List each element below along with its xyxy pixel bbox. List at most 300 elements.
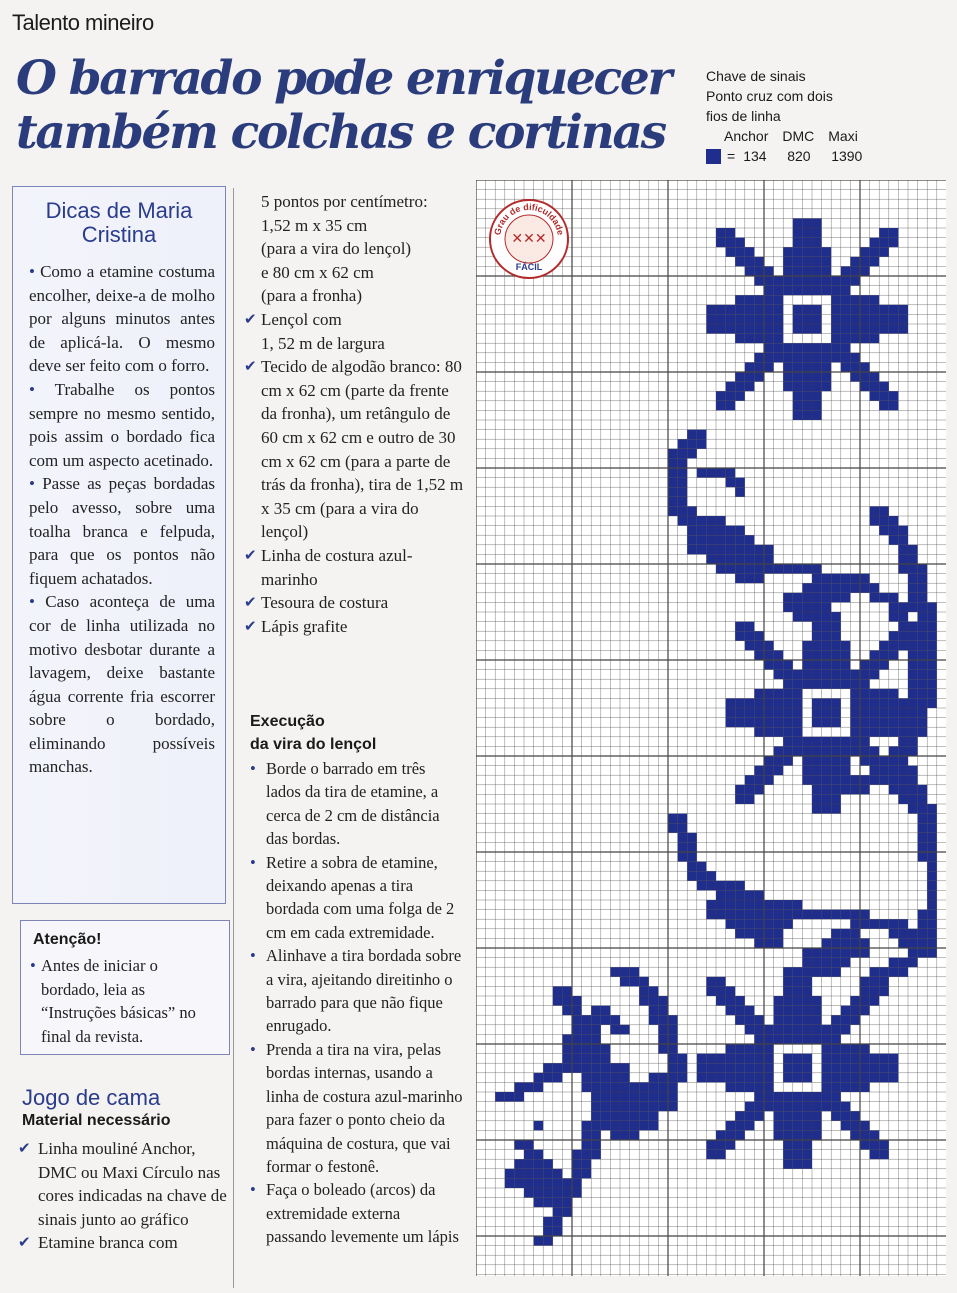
stitch-cell	[802, 391, 812, 401]
stitch-cell	[735, 890, 745, 900]
stitch-cell	[716, 391, 726, 401]
stitch-cell	[908, 545, 918, 555]
execution-steps	[248, 757, 464, 1249]
stitch-cell	[831, 1044, 841, 1054]
stitch-cell	[802, 276, 812, 286]
stitch-cell	[754, 1015, 764, 1025]
stitch-cell	[860, 679, 870, 689]
stitch-cell	[918, 814, 928, 824]
stitch-cell	[822, 343, 832, 353]
stitch-cell	[918, 785, 928, 795]
stitch-cell	[908, 794, 918, 804]
stitch-cell	[774, 919, 784, 929]
stitch-cell	[898, 564, 908, 574]
stitch-cell	[658, 1044, 668, 1054]
stitch-cell	[822, 967, 832, 977]
stitch-cell	[860, 775, 870, 785]
stitch-cell	[745, 622, 755, 632]
stitch-cell	[735, 1006, 745, 1016]
stitch-cell	[793, 314, 803, 324]
stitch-cell	[716, 1073, 726, 1083]
stitch-cell	[879, 526, 889, 536]
stitch-cell	[687, 871, 697, 881]
stitch-cell	[918, 698, 928, 708]
stitch-cell	[889, 727, 899, 737]
stitch-cell	[726, 698, 736, 708]
stitch-cell	[754, 938, 764, 948]
stitch-cell	[764, 1063, 774, 1073]
stitch-cell	[514, 1140, 524, 1150]
stitch-cell	[889, 929, 899, 939]
check-icon: ✔	[18, 1233, 31, 1252]
stitch-cell	[745, 1025, 755, 1035]
stitch-cell	[524, 1188, 534, 1198]
stitch-cell	[850, 257, 860, 267]
stitch-cell	[716, 996, 726, 1006]
stitch-cell	[822, 602, 832, 612]
stitch-cell	[918, 670, 928, 680]
stitch-cell	[793, 401, 803, 411]
stitch-cell	[754, 641, 764, 651]
stitch-cell	[774, 564, 784, 574]
stitch-cell	[822, 286, 832, 296]
stitch-cell	[812, 362, 822, 372]
stitch-cell	[927, 833, 937, 843]
stitch-cell	[793, 362, 803, 372]
stitch-cell	[774, 727, 784, 737]
stitch-cell	[706, 324, 716, 334]
stitch-cell	[582, 1140, 592, 1150]
stitch-cell	[831, 794, 841, 804]
stitch-cell	[802, 1121, 812, 1131]
stitch-cell	[870, 1150, 880, 1160]
stitch-cell	[745, 890, 755, 900]
stitch-cell	[860, 1073, 870, 1083]
stitch-cell	[687, 439, 697, 449]
key-col-maxi: Maxi	[828, 128, 858, 144]
stitch-cell	[754, 1073, 764, 1083]
stitch-cell	[860, 1054, 870, 1064]
stitch-cell	[841, 343, 851, 353]
stitch-cell	[793, 1121, 803, 1131]
stitch-cell	[812, 631, 822, 641]
stitch-cell	[610, 1111, 620, 1121]
stitch-cell	[870, 372, 880, 382]
stitch-cell	[678, 814, 688, 824]
stitch-cell	[697, 430, 707, 440]
stitch-cell	[860, 382, 870, 392]
check-icon: ✔	[244, 357, 257, 376]
stitch-cell	[831, 910, 841, 920]
stitch-cell	[850, 689, 860, 699]
stitch-cell	[918, 583, 928, 593]
stitch-cell	[543, 1178, 553, 1188]
stitch-cell	[831, 746, 841, 756]
stitch-cell	[802, 218, 812, 228]
stitch-cell	[870, 689, 880, 699]
stitch-cell	[898, 919, 908, 929]
tips-list	[29, 260, 215, 779]
stitch-cell	[754, 334, 764, 344]
stitch-cell	[726, 1054, 736, 1064]
stitch-cell	[927, 871, 937, 881]
stitch-cell	[822, 631, 832, 641]
stitch-cell	[774, 1130, 784, 1140]
stitch-cell	[860, 670, 870, 680]
stitch-cell	[591, 1015, 601, 1025]
stitch-cell	[726, 718, 736, 728]
stitch-cell	[735, 564, 745, 574]
stitch-cell	[582, 1150, 592, 1160]
stitch-cell	[774, 343, 784, 353]
stitch-cell	[716, 314, 726, 324]
stitch-cell	[860, 938, 870, 948]
stitch-cell	[870, 746, 880, 756]
stitch-cell	[735, 1054, 745, 1064]
stitch-cell	[620, 1073, 630, 1083]
stitch-cell	[908, 593, 918, 603]
stitch-cell	[898, 766, 908, 776]
stitch-cell	[783, 593, 793, 603]
difficulty-badge-icon	[488, 198, 570, 280]
stitch-cell	[812, 785, 822, 795]
stitch-cell	[726, 314, 736, 324]
stitch-cell	[754, 708, 764, 718]
stitch-cell	[822, 1034, 832, 1044]
section-label: Talento mineiro	[12, 10, 154, 35]
stitch-cell	[802, 257, 812, 267]
stitch-cell	[774, 334, 784, 344]
stitch-cell	[716, 1130, 726, 1140]
stitch-cell	[543, 1063, 553, 1073]
stitch-cell	[668, 1082, 678, 1092]
stitch-cell	[850, 708, 860, 718]
stitch-cell	[783, 1025, 793, 1035]
stitch-cell	[687, 430, 697, 440]
stitch-cell	[812, 583, 822, 593]
stitch-cell	[831, 737, 841, 747]
stitch-cell	[898, 737, 908, 747]
stitch-cell	[774, 766, 784, 776]
stitch-cell	[601, 1006, 611, 1016]
stitch-cell	[802, 746, 812, 756]
stitch-cell	[793, 910, 803, 920]
stitch-cell	[793, 1054, 803, 1064]
stitch-cell	[889, 919, 899, 929]
stitch-cell	[812, 718, 822, 728]
stitch-cell	[802, 602, 812, 612]
stitch-cell	[745, 295, 755, 305]
stitch-cell	[908, 746, 918, 756]
stitch-cell	[726, 1082, 736, 1092]
stitch-cell	[697, 862, 707, 872]
stitch-cell	[898, 612, 908, 622]
stitch-cell	[783, 382, 793, 392]
stitch-cell	[774, 314, 784, 324]
stitch-cell	[898, 631, 908, 641]
stitch-cell	[620, 1102, 630, 1112]
stitch-cell	[889, 612, 899, 622]
stitch-cell	[850, 785, 860, 795]
stitch-cell	[841, 929, 851, 939]
stitch-cell	[841, 785, 851, 795]
stitch-cell	[841, 1006, 851, 1016]
stitch-cell	[889, 228, 899, 238]
stitch-cell	[860, 334, 870, 344]
stitch-cell	[735, 881, 745, 891]
stitch-cell	[706, 305, 716, 315]
stitch-cell	[860, 324, 870, 334]
stitch-cell	[822, 660, 832, 670]
stitch-cell	[850, 919, 860, 929]
stitch-cell	[802, 583, 812, 593]
stitch-cell	[870, 324, 880, 334]
stitch-cell	[802, 1159, 812, 1169]
stitch-cell	[572, 1063, 582, 1073]
stitch-cell	[850, 1073, 860, 1083]
stitch-cell	[870, 766, 880, 776]
stitch-cell	[505, 1092, 515, 1102]
stitch-cell	[726, 881, 736, 891]
stitch-cell	[678, 516, 688, 526]
stitch-cell	[879, 986, 889, 996]
stitch-cell	[812, 564, 822, 574]
stitch-cell	[927, 852, 937, 862]
stitch-cell	[735, 574, 745, 584]
stitch-cell	[812, 343, 822, 353]
stitch-cell	[812, 228, 822, 238]
stitch-cell	[668, 506, 678, 516]
stitch-cell	[774, 1121, 784, 1131]
stitch-cell	[870, 1073, 880, 1083]
stitch-cell	[918, 708, 928, 718]
stitch-cell	[927, 660, 937, 670]
stitch-cell	[716, 238, 726, 248]
stitch-cell	[802, 410, 812, 420]
stitch-cell	[582, 1054, 592, 1064]
check-icon: ✔	[244, 593, 257, 612]
stitch-cell	[620, 1111, 630, 1121]
stitch-cell	[495, 1092, 505, 1102]
stitch-cell	[908, 689, 918, 699]
stitch-cell	[783, 727, 793, 737]
stitch-cell	[764, 775, 774, 785]
stitch-cell	[898, 622, 908, 632]
stitch-cell	[831, 670, 841, 680]
stitch-cell	[850, 670, 860, 680]
stitch-cell	[850, 746, 860, 756]
stitch-cell	[870, 650, 880, 660]
stitch-cell	[841, 1044, 851, 1054]
stitch-cell	[505, 1169, 515, 1179]
stitch-cell	[524, 1178, 534, 1188]
stitch-cell	[553, 1188, 563, 1198]
stitch-cell	[658, 996, 668, 1006]
stitch-cell	[860, 977, 870, 987]
stitch-cell	[802, 1140, 812, 1150]
stitch-cell	[745, 554, 755, 564]
list-item: ✔ Etamine branca com	[18, 1231, 228, 1255]
stitch-cell	[668, 1034, 678, 1044]
stitch-cell	[649, 1015, 659, 1025]
list-item: ✔ Linha de costura azul-marinho	[244, 545, 413, 589]
stitch-cell	[850, 996, 860, 1006]
stitch-cell	[764, 1034, 774, 1044]
stitch-cell	[860, 689, 870, 699]
stitch-cell	[831, 295, 841, 305]
stitch-cell	[802, 593, 812, 603]
stitch-cell	[754, 1063, 764, 1073]
stitch-cell	[591, 1111, 601, 1121]
stitch-cell	[754, 295, 764, 305]
stitch-cell	[726, 1140, 736, 1150]
stitch-cell	[716, 910, 726, 920]
stitch-cell	[678, 833, 688, 843]
stitch-cell	[649, 1073, 659, 1083]
stitch-cell	[668, 823, 678, 833]
stitch-cell	[793, 602, 803, 612]
stitch-cell	[774, 305, 784, 315]
stitch-cell	[562, 996, 572, 1006]
check-icon: ✔	[244, 309, 257, 328]
stitch-cell	[841, 746, 851, 756]
stitch-cell	[774, 708, 784, 718]
stitch-cell	[860, 574, 870, 584]
stitch-cell	[870, 775, 880, 785]
stitch-cell	[735, 478, 745, 488]
stitch-cell	[524, 1159, 534, 1169]
stitch-cell	[754, 1082, 764, 1092]
stitch-cell	[783, 1140, 793, 1150]
stitch-cell	[678, 1063, 688, 1073]
stitch-cell	[706, 1063, 716, 1073]
stitch-cell	[754, 727, 764, 737]
stitch-cell	[841, 1063, 851, 1073]
stitch-cell	[591, 1102, 601, 1112]
stitch-cell	[927, 929, 937, 939]
stitch-cell	[908, 583, 918, 593]
stitch-cell	[870, 996, 880, 1006]
stitch-cell	[870, 670, 880, 680]
stitch-cell	[822, 266, 832, 276]
stitch-cell	[802, 660, 812, 670]
stitch-cell	[831, 785, 841, 795]
stitch-cell	[706, 881, 716, 891]
stitch-cell	[841, 1025, 851, 1035]
stitch-cell	[802, 353, 812, 363]
stitch-cell	[860, 948, 870, 958]
stitch-cell	[553, 1198, 563, 1208]
stitch-cell	[716, 564, 726, 574]
stitch-cell	[831, 1063, 841, 1073]
stitch-cell	[822, 794, 832, 804]
stitch-cell	[754, 650, 764, 660]
stitch-cell	[716, 1063, 726, 1073]
stitch-cell	[850, 1111, 860, 1121]
stitch-cell	[601, 1063, 611, 1073]
attention-title: Atenção!	[33, 931, 102, 948]
stitch-cell	[812, 1015, 822, 1025]
stitch-cell	[850, 1121, 860, 1131]
stitch-cell	[841, 1073, 851, 1083]
stitch-cell	[822, 948, 832, 958]
stitch-cell	[812, 1111, 822, 1121]
stitch-cell	[822, 593, 832, 603]
stitch-cell	[831, 1034, 841, 1044]
stitch-cell	[793, 1063, 803, 1073]
stitch-cell	[620, 1025, 630, 1035]
stitch-cell	[783, 276, 793, 286]
stitch-cell	[812, 612, 822, 622]
stitch-cell	[745, 1015, 755, 1025]
stitch-cell	[812, 218, 822, 228]
stitch-cell	[582, 1169, 592, 1179]
stitch-cell	[735, 257, 745, 267]
stitch-cell	[591, 1034, 601, 1044]
stitch-cell	[793, 247, 803, 257]
stitch-cell	[764, 718, 774, 728]
stitch-cell	[802, 1092, 812, 1102]
stitch-cell	[706, 516, 716, 526]
stitch-cell	[802, 1015, 812, 1025]
stitch-cell	[658, 1006, 668, 1016]
stitch-cell	[726, 910, 736, 920]
stitch-cell	[850, 718, 860, 728]
stitch-cell	[668, 468, 678, 478]
stitch-cell	[668, 1015, 678, 1025]
stitch-cell	[841, 1111, 851, 1121]
stitch-cell	[812, 746, 822, 756]
stitch-cell	[783, 977, 793, 987]
stitch-cell	[860, 305, 870, 315]
stitch-cell	[783, 1092, 793, 1102]
stitch-cell	[745, 1111, 755, 1121]
stitch-cell	[850, 1015, 860, 1025]
stitch-cell	[649, 1111, 659, 1121]
stitch-cell	[841, 775, 851, 785]
stitch-cell	[812, 305, 822, 315]
stitch-cell	[735, 622, 745, 632]
check-icon: ✔	[18, 1139, 31, 1157]
symbol-key	[706, 66, 906, 166]
stitch-cell	[716, 401, 726, 411]
stitch-cell	[802, 266, 812, 276]
stitch-cell	[831, 804, 841, 814]
stitch-cell	[716, 516, 726, 526]
stitch-cell	[610, 1130, 620, 1140]
stitch-cell	[802, 314, 812, 324]
stitch-cell	[831, 1082, 841, 1092]
stitch-cell	[774, 324, 784, 334]
stitch-cell	[812, 670, 822, 680]
stitch-cell	[726, 238, 736, 248]
stitch-cell	[841, 766, 851, 776]
stitch-cell	[572, 1178, 582, 1188]
stitch-cell	[841, 958, 851, 968]
stitch-cell	[764, 938, 774, 948]
stitch-cell	[745, 708, 755, 718]
stitch-cell	[870, 967, 880, 977]
stitch-cell	[649, 1121, 659, 1131]
stitch-cell	[572, 996, 582, 1006]
stitch-cell	[889, 593, 899, 603]
stitch-cell	[822, 362, 832, 372]
stitch-cell	[927, 938, 937, 948]
stitch-cell	[860, 737, 870, 747]
stitch-cell	[812, 967, 822, 977]
key-equals: =	[727, 148, 736, 164]
stitch-cell	[745, 334, 755, 344]
